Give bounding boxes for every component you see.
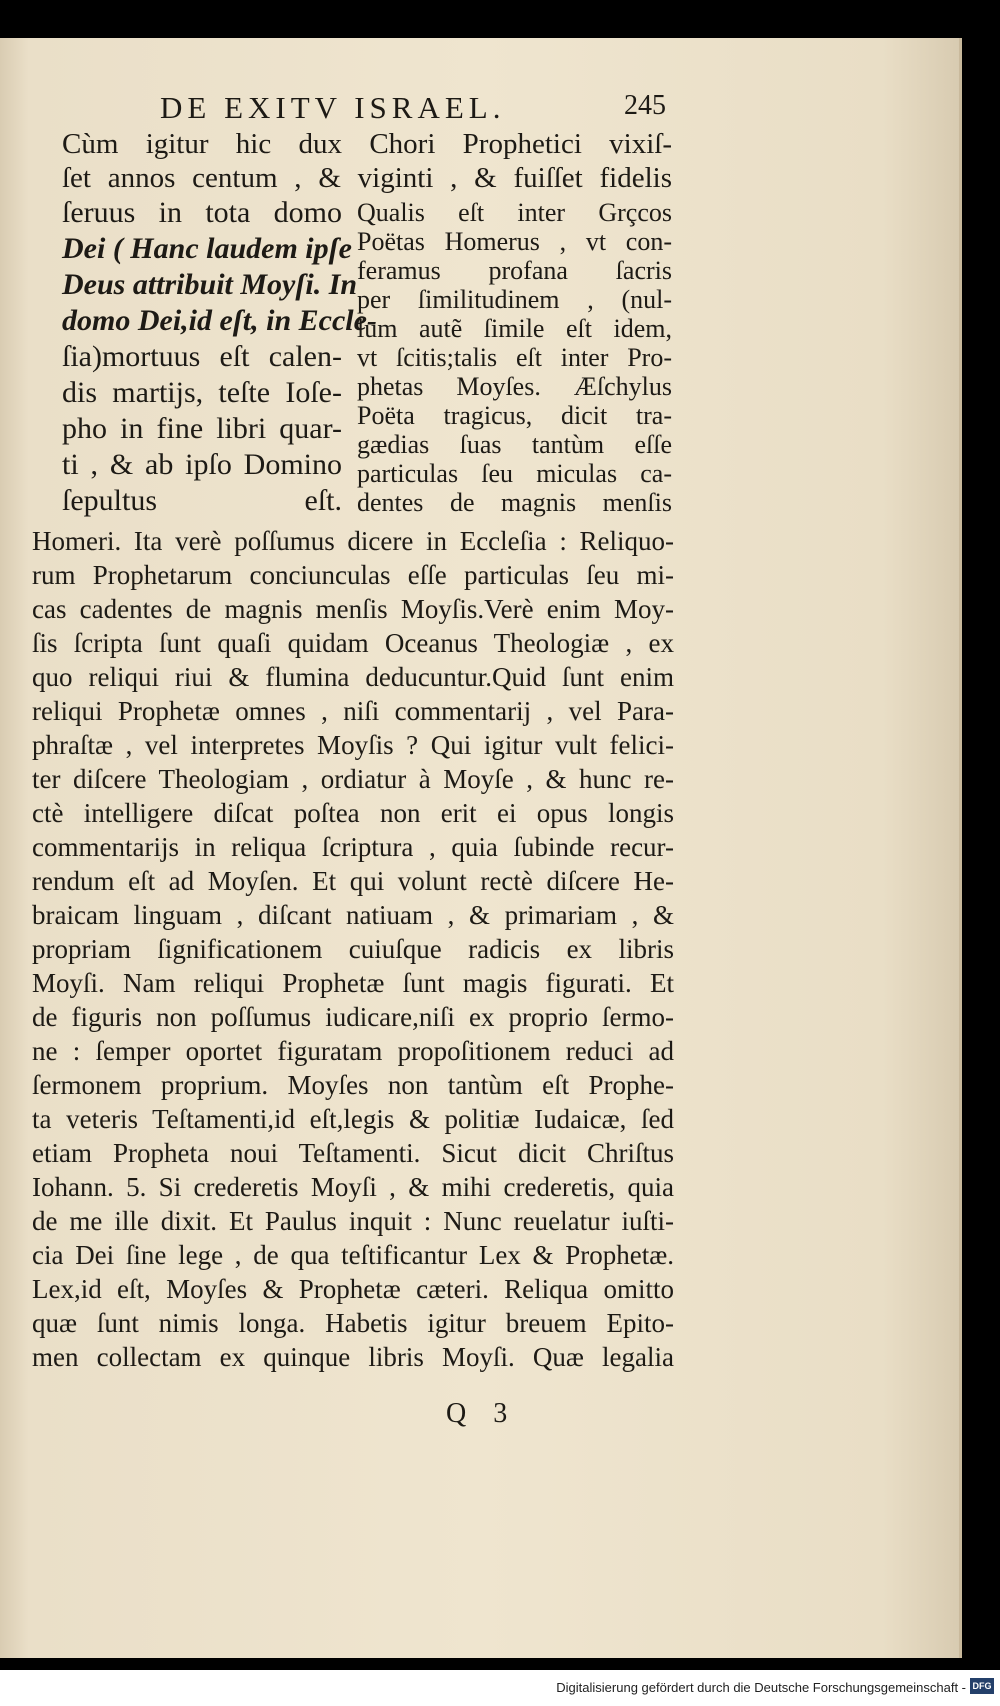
body-line: quæ ſunt nimis longa. Habetis igitur breuem Epito- bbox=[32, 1308, 674, 1338]
body-line: propriam ſignificationem cuiuſque radicis ex libris bbox=[32, 934, 674, 964]
right-column-line: per ſimilitudinem , (nul- bbox=[357, 285, 672, 314]
left-column-line: pho in fine libri quar- bbox=[62, 412, 342, 445]
right-column-line: dentes de magnis menſis bbox=[357, 488, 672, 517]
body-line: Homeri. Ita verè poſſumus dicere in Eccleſia : Reliquo- bbox=[32, 526, 674, 556]
left-column-line: Dei ( Hanc laudem ipſe bbox=[62, 232, 352, 265]
body-line: reliqui Prophetæ omnes , niſi commentarij , vel Para- bbox=[32, 696, 674, 726]
right-column-line: feramus profana ſacris bbox=[357, 256, 672, 285]
dfg-logo: DFG bbox=[970, 1678, 994, 1694]
book-page bbox=[0, 38, 962, 1658]
body-line: quo reliqui riui & flumina deducuntur.Quid ſunt enim bbox=[32, 662, 674, 692]
body-line: cia Dei ſine lege , de qua teſtificantur Lex & Prophetæ. bbox=[32, 1240, 674, 1270]
body-line: de figuris non poſſumus iudicare,niſi ex proprio ſermo- bbox=[32, 1002, 674, 1032]
body-line: ſis ſcripta ſunt quaſi quidam Oceanus Theologiæ , ex bbox=[32, 628, 674, 658]
body-line: rum Prophetarum conciunculas eſſe particulas ſeu mi- bbox=[32, 560, 674, 590]
body-line: ter diſcere Theologiam , ordiatur à Moyſe , & hunc re- bbox=[32, 764, 674, 794]
running-head: DE EXITV ISRAEL. bbox=[160, 90, 506, 125]
left-column-line: ſeruus in tota domo bbox=[62, 196, 342, 229]
body-line: ta veteris Teſtamenti,id eſt,legis & politiæ Iudaicæ, ſed bbox=[32, 1104, 674, 1134]
right-column-line: Poëta tragicus, dicit tra- bbox=[357, 401, 672, 430]
body-line: ſermonem proprium. Moyſes non tantùm eſt Prophe- bbox=[32, 1070, 674, 1100]
left-column-line: ſia)mortuus eſt calen- bbox=[62, 340, 342, 373]
right-column-line: gædias ſuas tantùm eſſe bbox=[357, 430, 672, 459]
left-column-line: dis martijs, teſte Ioſe- bbox=[62, 376, 342, 409]
body-line: etiam Propheta noui Teſtamenti. Sicut dicit Chriſtus bbox=[32, 1138, 674, 1168]
signature-mark: Q 3 bbox=[446, 1398, 518, 1429]
body-line: ctè intelligere diſcat poſtea non erit ei opus longis bbox=[32, 798, 674, 828]
page-number: 245 bbox=[624, 90, 666, 121]
left-column-line: domo Dei,id eſt, in Eccle- bbox=[62, 304, 377, 337]
intro-line: ſet annos centum , & viginti , & fuiſſet fidelis bbox=[62, 162, 672, 194]
intro-line: Cùm igitur hic dux Chori Prophetici vixiſ- bbox=[62, 128, 672, 160]
body-line: phraſtæ , vel interpretes Moyſis ? Qui igitur vult felici- bbox=[32, 730, 674, 760]
left-column-line: Deus attribuit Moyſi. In bbox=[62, 268, 358, 301]
body-line: men collectam ex quinque libris Moyſi. Quæ legalia bbox=[32, 1342, 674, 1372]
left-column-line: ti , & ab ipſo Domino bbox=[62, 448, 342, 481]
body-line: rendum eſt ad Moyſen. Et qui volunt rectè diſcere He- bbox=[32, 866, 674, 896]
right-column-line: Qualis eſt inter Grçcos bbox=[357, 198, 672, 227]
right-column-line: vt ſcitis;talis eſt inter Pro- bbox=[357, 343, 672, 372]
body-line: ne : ſemper oportet figuratam propoſitionem reduci ad bbox=[32, 1036, 674, 1066]
body-line: cas cadentes de magnis menſis Moyſis.Verè enim Moy- bbox=[32, 594, 674, 624]
footer-bar bbox=[0, 1670, 1000, 1706]
funding-credit: Digitalisierung gefördert durch die Deutsche Forschungsgemeinschaft - bbox=[556, 1680, 966, 1695]
body-line: Lex,id eſt, Moyſes & Prophetæ cæteri. Reliqua omitto bbox=[32, 1274, 674, 1304]
body-line: commentarijs in reliqua ſcriptura , quia ſubinde recur- bbox=[32, 832, 674, 862]
right-column-line: phetas Moyſes. Æſchylus bbox=[357, 372, 672, 401]
body-line: Iohann. 5. Si crederetis Moyſi , & mihi crederetis, quia bbox=[32, 1172, 674, 1202]
body-line: de me ille dixit. Et Paulus inquit : Nunc reuelatur iuſti- bbox=[32, 1206, 674, 1236]
body-line: Moyſi. Nam reliqui Prophetæ ſunt magis figurati. Et bbox=[32, 968, 674, 998]
right-column-line: lum autẽ ſimile eſt idem, bbox=[357, 314, 672, 343]
right-column-line: Poëtas Homerus , vt con- bbox=[357, 227, 672, 256]
right-column-line: particulas ſeu miculas ca- bbox=[357, 459, 672, 488]
left-column-line: ſepultus eſt. bbox=[62, 484, 342, 517]
body-line: braicam linguam , diſcant natiuam , & primariam , & bbox=[32, 900, 674, 930]
